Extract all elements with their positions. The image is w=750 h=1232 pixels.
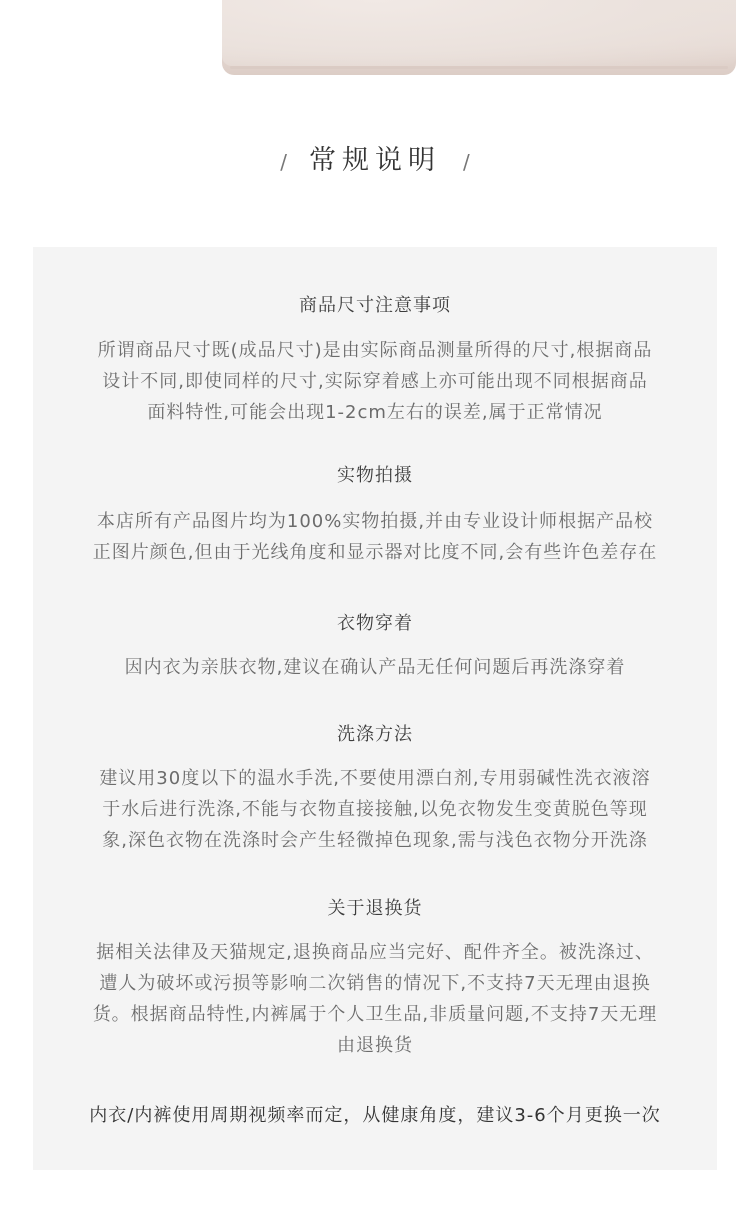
para-line: 建议用30度以下的温水手洗,不要使用漂白剂,专用弱碱性洗衣液溶 bbox=[99, 768, 651, 789]
para-line: 货。根据商品特性,内裤属于个人卫生品,非质量问题,不支持7天无理 bbox=[92, 1004, 658, 1025]
info-card bbox=[33, 247, 717, 1170]
para-line: 所谓商品尺寸既(成品尺寸)是由实际商品测量所得的尺寸,根据商品 bbox=[97, 340, 653, 361]
para-line: 本店所有产品图片均为100%实物拍摄,并由专业设计师根据产品校 bbox=[96, 511, 654, 532]
title-slash-right: / bbox=[463, 150, 470, 174]
para-washing bbox=[33, 763, 717, 856]
heading-returns: 关于退换货 bbox=[327, 898, 423, 919]
para-line: 面料特性,可能会出现1-2cm左右的误差,属于正常情况 bbox=[147, 402, 603, 423]
title-text: 常规说明 bbox=[309, 145, 441, 176]
heading-real-photo: 实物拍摄 bbox=[337, 465, 413, 486]
para-line: 由退换货 bbox=[337, 1035, 413, 1056]
replacement-advice: 内衣/内裤使用周期视频率而定，从健康角度，建议3-6个月更换一次 bbox=[89, 1105, 661, 1126]
para-line: 因内衣为亲肤衣物,建议在确认产品无任何问题后再洗涤穿着 bbox=[124, 657, 626, 678]
product-photo-crop bbox=[222, 0, 736, 75]
para-returns bbox=[33, 937, 717, 1061]
heading-size-notice: 商品尺寸注意事项 bbox=[299, 295, 451, 316]
fabric-fold bbox=[222, 0, 736, 66]
para-line: 正图片颜色,但由于光线角度和显示器对比度不同,会有些许色差存在 bbox=[92, 542, 658, 563]
para-wearing bbox=[33, 652, 717, 683]
heading-washing: 洗涤方法 bbox=[337, 724, 413, 745]
para-size-notice bbox=[33, 335, 717, 428]
para-line: 象,深色衣物在洗涤时会产生轻微掉色现象,需与浅色衣物分开洗涤 bbox=[102, 830, 648, 851]
para-line: 遭人为破坏或污损等影响二次销售的情况下,不支持7天无理由退换 bbox=[99, 973, 651, 994]
para-real-photo bbox=[33, 506, 717, 568]
para-line: 设计不同,即使同样的尺寸,实际穿着感上亦可能出现不同根据商品 bbox=[102, 371, 648, 392]
heading-wearing: 衣物穿着 bbox=[337, 613, 413, 634]
fabric-rim bbox=[230, 66, 728, 69]
para-line: 于水后进行洗涤,不能与衣物直接接触,以免衣物发生变黄脱色等现 bbox=[102, 799, 648, 820]
title-slash-left: / bbox=[280, 150, 287, 174]
para-line: 据相关法律及天猫规定,退换商品应当完好、配件齐全。被洗涤过、 bbox=[96, 942, 654, 963]
section-title bbox=[0, 138, 750, 177]
